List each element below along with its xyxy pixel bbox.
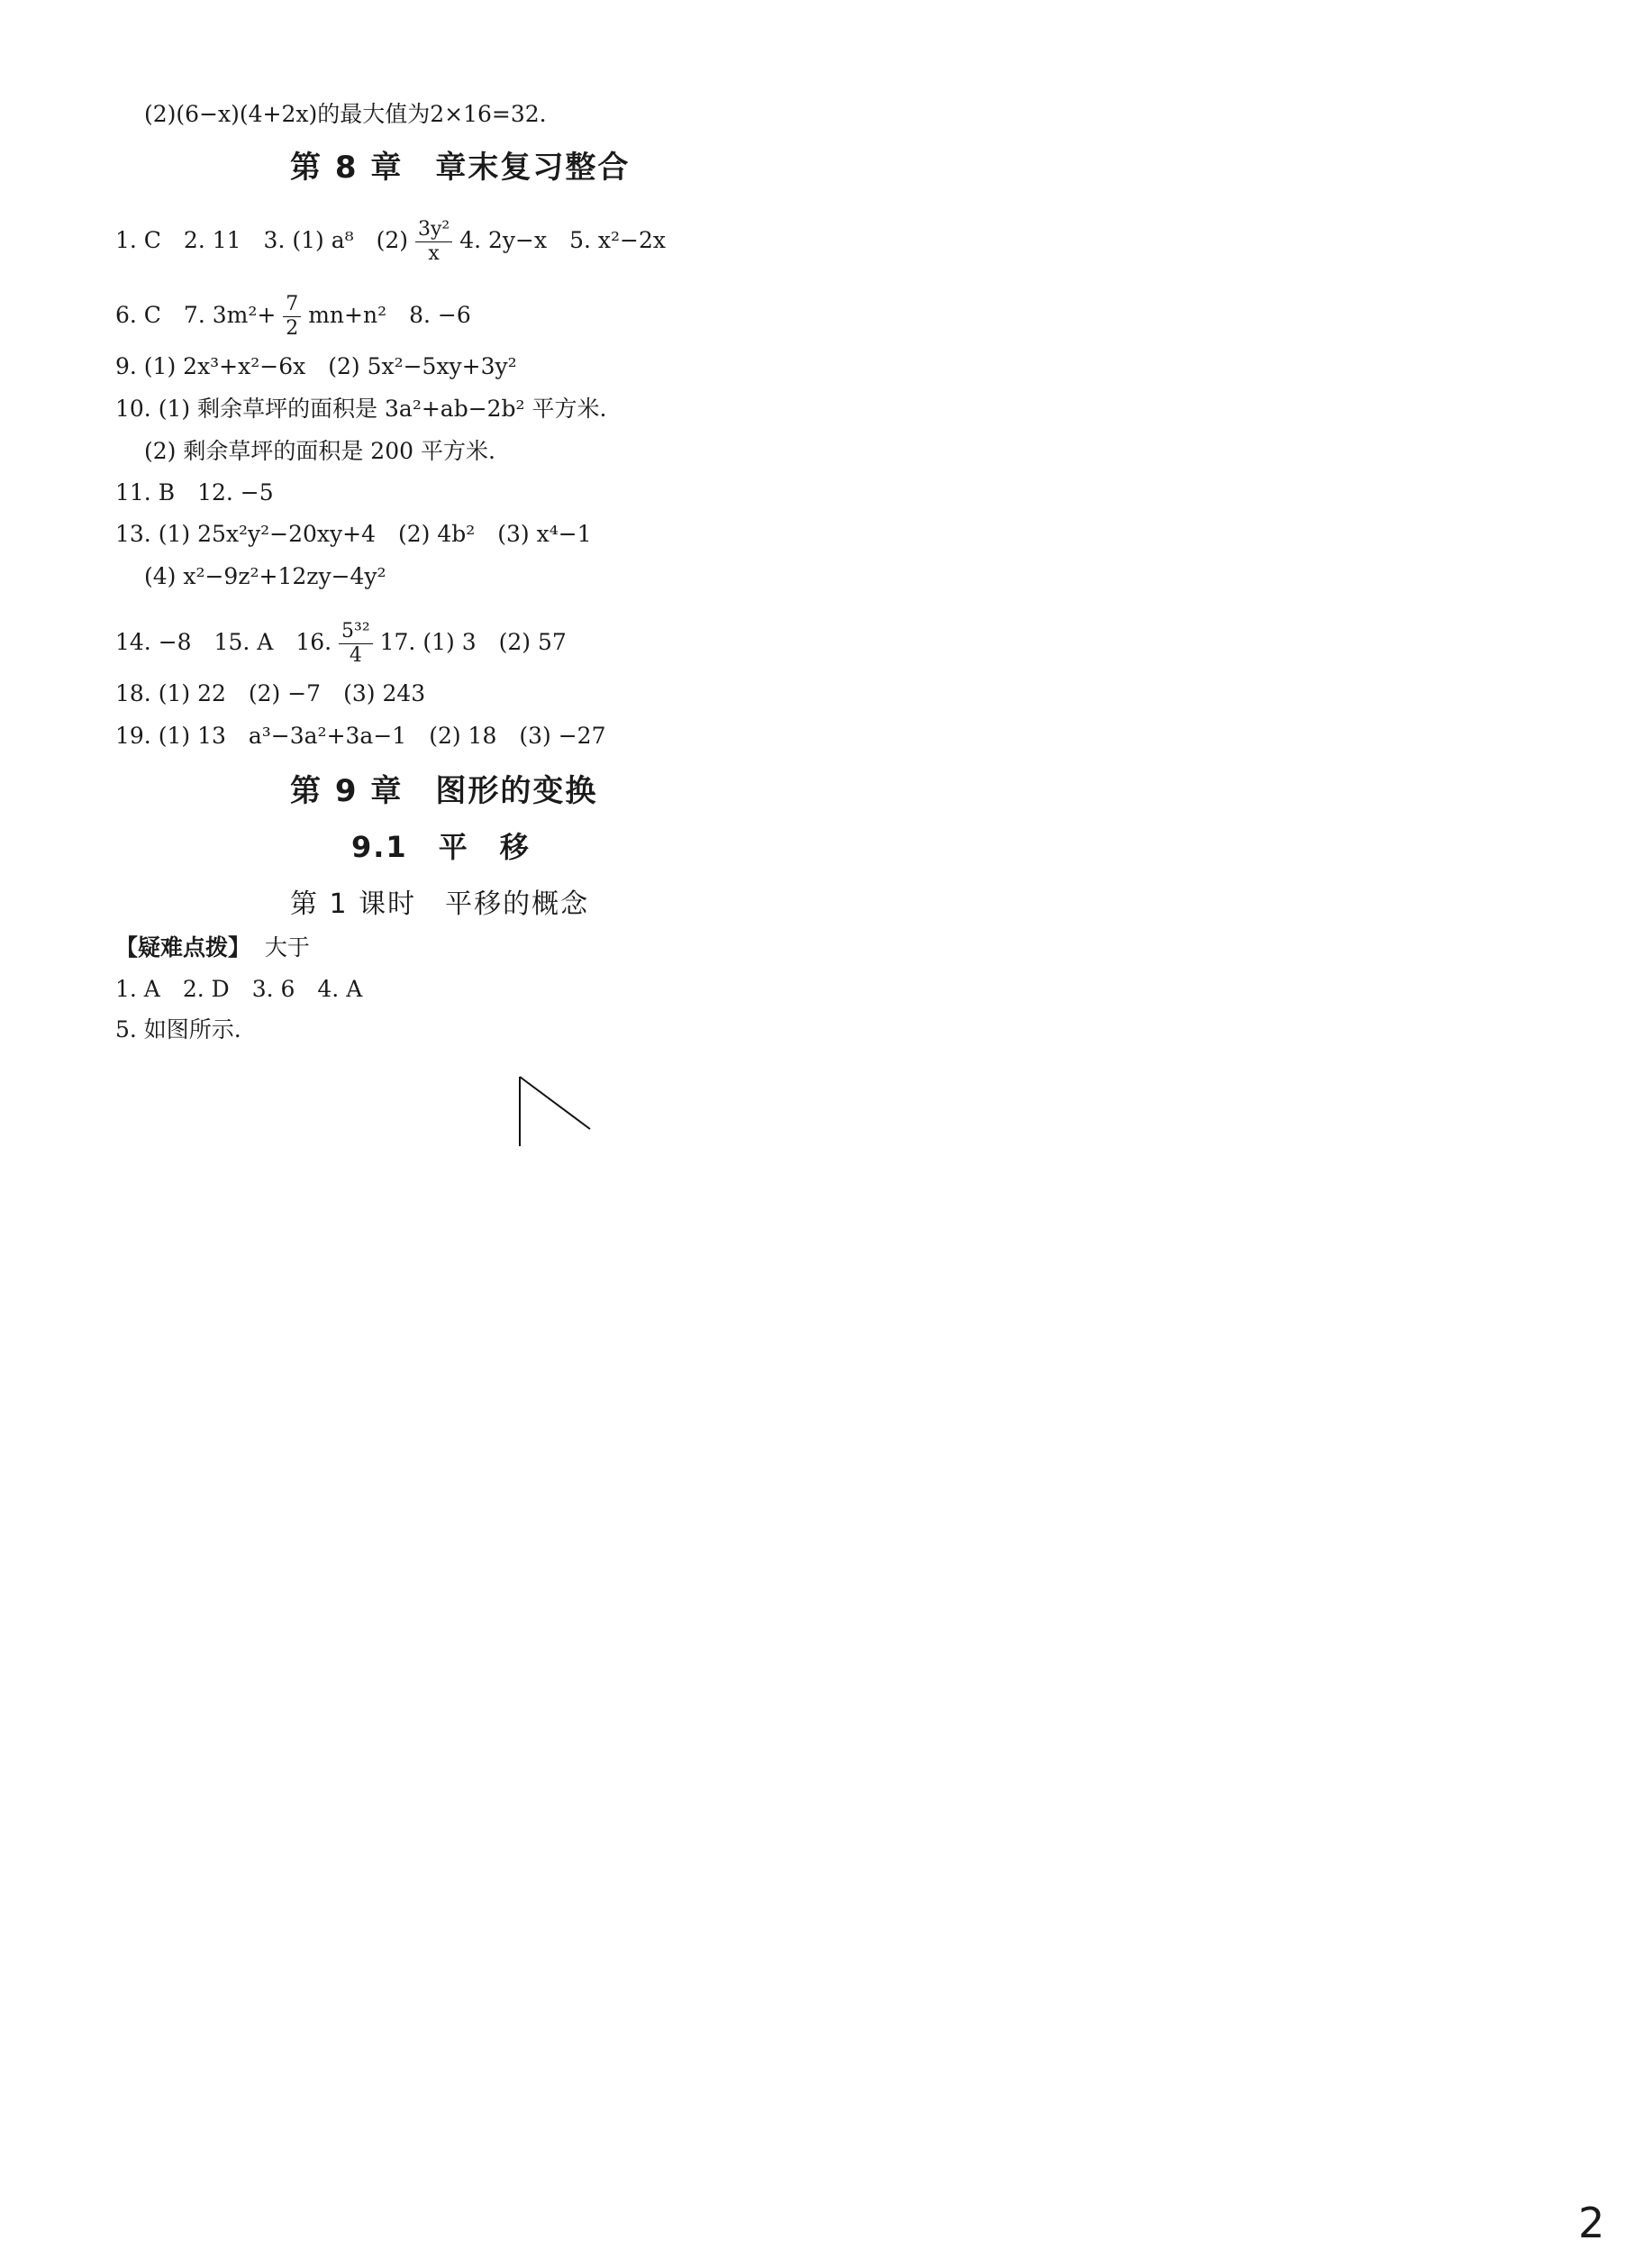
answer-line: 11. B 12. −5 bbox=[115, 479, 274, 506]
answer-line: 9. (1) 2x³+x²−6x (2) 5x²−5xy+3y² bbox=[115, 353, 517, 379]
page-number: 2 bbox=[1578, 2199, 1605, 2247]
chapter-heading: 第 9 章 图形的变换 bbox=[290, 773, 598, 809]
boat-grid-figure bbox=[248, 1059, 712, 1397]
answer-line: 10. (1) 剩余草坪的面积是 3a²+ab−2b² 平方米. bbox=[115, 396, 607, 422]
section-heading: 9.1 平 移 bbox=[351, 830, 531, 864]
answer-line: 1. A 2. D 3. 6 4. A bbox=[115, 976, 363, 1002]
answer-line: 18. (1) 22 (2) −7 (3) 243 bbox=[115, 680, 426, 706]
answer-line: 19. (1) 13 a³−3a²+3a−1 (2) 18 (3) −27 bbox=[115, 723, 606, 749]
answer-line: (2) 剩余草坪的面积是 200 平方米. bbox=[144, 438, 495, 464]
answer-line: (2)(6−x)(4+2x)的最大值为2×16=32. bbox=[144, 101, 547, 127]
lesson-heading: 第 1 课时 平移的概念 bbox=[290, 888, 590, 920]
answer-line: (4) x²−9z²+12zy−4y² bbox=[144, 563, 386, 589]
answer-line: 1. C 2. 11 3. (1) a⁸ (2) $\frac{\text{3y²}}{x}$ 4. 2y−x 5. x²−2x bbox=[115, 218, 666, 265]
answer-line: 5. 如图所示. bbox=[115, 1016, 241, 1043]
chapter-heading: 第 8 章 章末复习整合 bbox=[290, 150, 631, 186]
answer-line: 6. C 7. 3m²+ $\frac{7}{2}$ mn+n² 8. −6 bbox=[115, 293, 471, 340]
tip-line: 【疑难点拨】 大于 bbox=[115, 934, 310, 961]
answer-line: 14. −8 15. A 16. $\frac{\text{5³²}}{4}$ 17. (1) 3 (2) 57 bbox=[115, 620, 567, 667]
answer-line: 13. (1) 25x²y²−20xy+4 (2) 4b² (3) x⁴−1 bbox=[115, 521, 592, 547]
